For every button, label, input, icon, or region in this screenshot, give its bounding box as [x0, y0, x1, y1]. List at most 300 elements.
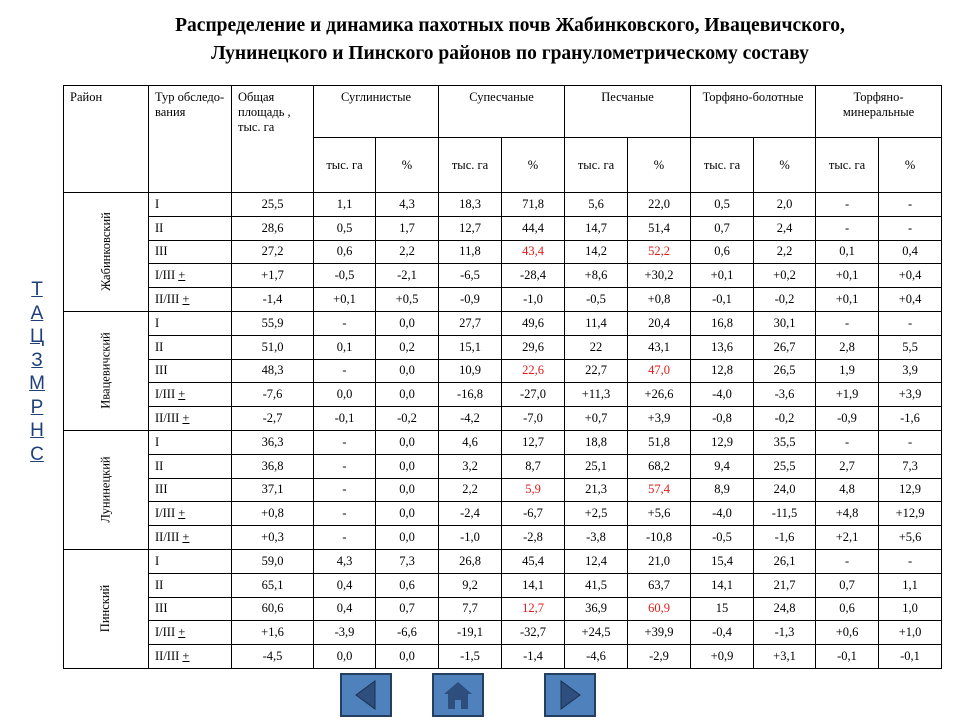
tour-cell: [149, 359, 232, 383]
table-cell: -1,0: [439, 526, 502, 550]
table-cell: 48,3: [232, 359, 314, 383]
table-cell: 0,4: [314, 573, 376, 597]
table-cell: 0,1: [314, 335, 376, 359]
tour-cell: [149, 502, 232, 526]
table-cell: +26,6: [628, 383, 691, 407]
table-cell: 37,1: [232, 478, 314, 502]
tour-label: II: [155, 339, 164, 354]
tour-cell: [149, 311, 232, 335]
tour-cell: [149, 335, 232, 359]
table-cell: 2,8: [816, 335, 879, 359]
table-cell: 0,0: [376, 311, 439, 335]
table-cell: +0,1: [691, 264, 754, 288]
table-cell: 2,2: [376, 240, 439, 264]
tour-cell: [149, 264, 232, 288]
table-cell: 47,0: [628, 359, 691, 383]
table-cell: 0,7: [691, 216, 754, 240]
tour-label: I: [155, 553, 160, 568]
tour-cell: [149, 621, 232, 645]
tour-label: II/III: [155, 292, 180, 307]
table-cell: 24,0: [754, 478, 816, 502]
title-line-1: Распределение и динамика пахотных почв Жабинковского, Ивацевичского,: [175, 15, 845, 36]
table-cell: -7,6: [232, 383, 314, 407]
table-cell: -: [879, 193, 942, 217]
table-cell: -3,6: [754, 383, 816, 407]
table-cell: 21,7: [754, 573, 816, 597]
table-cell: 21,3: [565, 478, 628, 502]
table-cell: 0,0: [376, 526, 439, 550]
table-cell: -: [314, 430, 376, 454]
table-cell: +0,7: [565, 407, 628, 431]
tour-label: II: [155, 458, 164, 473]
table-cell: 12,8: [691, 359, 754, 383]
table-cell: -7,0: [502, 407, 565, 431]
table-cell: -27,0: [502, 383, 565, 407]
table-cell: -1,3: [754, 621, 816, 645]
table-cell: -0,2: [754, 407, 816, 431]
table-cell: 49,6: [502, 311, 565, 335]
plus-mark: +: [178, 506, 186, 521]
tour-label: II/III: [155, 411, 180, 426]
table-cell: +0,9: [691, 645, 754, 669]
table-cell: -6,7: [502, 502, 565, 526]
table-cell: -3,8: [565, 526, 628, 550]
table-cell: 36,3: [232, 430, 314, 454]
table-cell: 14,7: [565, 216, 628, 240]
table-cell: -0,2: [376, 407, 439, 431]
table-row: [64, 645, 942, 669]
table-cell: -4,2: [439, 407, 502, 431]
table-cell: -0,8: [691, 407, 754, 431]
plus-mark: +: [178, 387, 186, 402]
subheader-pct: %: [879, 138, 942, 193]
next-button[interactable]: [544, 673, 596, 717]
tour-label: II: [155, 220, 164, 235]
table-cell: 51,8: [628, 430, 691, 454]
district-name: Ивацевичский: [98, 332, 113, 410]
tour-label: II/III: [155, 530, 180, 545]
table-cell: +2,1: [816, 526, 879, 550]
table-cell: -2,7: [232, 407, 314, 431]
table-row: [64, 407, 942, 431]
table-cell: 1,1: [879, 573, 942, 597]
subheader-abs: тыс. га: [691, 138, 754, 193]
subheader-pct: %: [502, 138, 565, 193]
table-cell: -19,1: [439, 621, 502, 645]
table-cell: 65,1: [232, 573, 314, 597]
table-cell: -0,2: [754, 288, 816, 312]
table-cell: -0,1: [816, 645, 879, 669]
subheader-abs: тыс. га: [816, 138, 879, 193]
table-cell: 1,0: [879, 597, 942, 621]
table-cell: 20,4: [628, 311, 691, 335]
table-cell: 4,3: [376, 193, 439, 217]
table-cell: 7,3: [879, 454, 942, 478]
table-cell: -4,0: [691, 502, 754, 526]
tour-label: I/III: [155, 506, 176, 521]
table-cell: 0,0: [376, 645, 439, 669]
table-cell: -: [879, 549, 942, 573]
table-cell: +1,7: [232, 264, 314, 288]
table-cell: +5,6: [628, 502, 691, 526]
table-cell: 26,8: [439, 549, 502, 573]
table-cell: 0,5: [691, 193, 754, 217]
table-cell: 3,2: [439, 454, 502, 478]
plus-mark: +: [182, 649, 190, 664]
tour-cell: [149, 216, 232, 240]
table-cell: -0,5: [314, 264, 376, 288]
table-cell: 44,4: [502, 216, 565, 240]
table-cell: 0,6: [314, 240, 376, 264]
table-cell: 14,1: [502, 573, 565, 597]
table-cell: 7,3: [376, 549, 439, 573]
table-row: [64, 335, 942, 359]
table-cell: 25,5: [754, 454, 816, 478]
side-nav-link[interactable]: Ц: [29, 326, 45, 347]
header-group: Суглинистые: [314, 86, 439, 138]
subheader-pct: %: [628, 138, 691, 193]
table-cell: +2,5: [565, 502, 628, 526]
table-cell: 3,9: [879, 359, 942, 383]
table-cell: +4,8: [816, 502, 879, 526]
table-cell: -4,5: [232, 645, 314, 669]
table-cell: 12,7: [439, 216, 502, 240]
table-cell: +0,4: [879, 288, 942, 312]
table-cell: -: [816, 430, 879, 454]
table-cell: 0,0: [314, 645, 376, 669]
district-name-cell: [64, 193, 149, 312]
plus-mark: +: [182, 411, 190, 426]
table-cell: 0,1: [816, 240, 879, 264]
table-cell: -0,4: [691, 621, 754, 645]
table-cell: 1,1: [314, 193, 376, 217]
tour-label: I: [155, 315, 160, 330]
table-cell: 22: [565, 335, 628, 359]
table-cell: 4,3: [314, 549, 376, 573]
table-cell: -11,5: [754, 502, 816, 526]
table-cell: +0,3: [232, 526, 314, 550]
table-cell: 22,6: [502, 359, 565, 383]
table-cell: 43,4: [502, 240, 565, 264]
table-cell: 0,7: [376, 597, 439, 621]
table-cell: -2,9: [628, 645, 691, 669]
side-nav-link[interactable]: Н: [30, 420, 44, 441]
table-cell: 0,0: [376, 383, 439, 407]
table-cell: 59,0: [232, 549, 314, 573]
table-cell: -16,8: [439, 383, 502, 407]
table-cell: 25,1: [565, 454, 628, 478]
table-cell: +0,1: [816, 264, 879, 288]
tour-cell: [149, 478, 232, 502]
triangle-left-icon: [342, 675, 390, 715]
table-cell: +0,5: [376, 288, 439, 312]
table-cell: -1,4: [502, 645, 565, 669]
table-cell: -0,5: [565, 288, 628, 312]
table-cell: +3,9: [628, 407, 691, 431]
table-cell: 45,4: [502, 549, 565, 573]
tour-cell: [149, 288, 232, 312]
bottom-navigation: [0, 673, 960, 719]
table-cell: 24,8: [754, 597, 816, 621]
district-name: Лунинецкий: [98, 456, 113, 524]
header-group: Торфяно-болотные: [691, 86, 816, 138]
subheader-pct: %: [376, 138, 439, 193]
table-cell: -: [314, 359, 376, 383]
tour-cell: [149, 597, 232, 621]
table-cell: 11,8: [439, 240, 502, 264]
table-cell: -: [816, 216, 879, 240]
table-row: [64, 430, 942, 454]
tour-cell: [149, 240, 232, 264]
table-cell: 26,7: [754, 335, 816, 359]
tour-cell: [149, 549, 232, 573]
tour-label: II/III: [155, 649, 180, 664]
table-cell: 12,9: [691, 430, 754, 454]
table-cell: +0,2: [754, 264, 816, 288]
subheader-pct: %: [754, 138, 816, 193]
table-cell: 41,5: [565, 573, 628, 597]
tour-cell: [149, 526, 232, 550]
table-cell: 0,0: [376, 478, 439, 502]
table-cell: -1,4: [232, 288, 314, 312]
table-row: [64, 549, 942, 573]
home-icon: [434, 675, 482, 715]
table-cell: 60,6: [232, 597, 314, 621]
table-cell: 0,6: [816, 597, 879, 621]
table-cell: 51,0: [232, 335, 314, 359]
table-cell: -1,6: [879, 407, 942, 431]
table-body: [64, 193, 942, 669]
table-cell: 1,7: [376, 216, 439, 240]
table-cell: 71,8: [502, 193, 565, 217]
table-cell: -0,1: [691, 288, 754, 312]
table-row: [64, 454, 942, 478]
table-cell: 0,5: [314, 216, 376, 240]
table-cell: -2,8: [502, 526, 565, 550]
table-cell: -: [314, 454, 376, 478]
table-row: [64, 193, 942, 217]
table-row: [64, 359, 942, 383]
subheader-abs: тыс. га: [565, 138, 628, 193]
table-cell: -0,9: [816, 407, 879, 431]
table-cell: -: [314, 502, 376, 526]
table-cell: +1,9: [816, 383, 879, 407]
table-cell: 36,8: [232, 454, 314, 478]
table-cell: -4,6: [565, 645, 628, 669]
table-row: [64, 383, 942, 407]
side-nav-link[interactable]: Т: [31, 279, 43, 300]
table-cell: 15: [691, 597, 754, 621]
district-name-cell: [64, 311, 149, 430]
table-cell: -: [314, 311, 376, 335]
table-cell: -: [879, 216, 942, 240]
table-cell: 15,1: [439, 335, 502, 359]
table-cell: 2,7: [816, 454, 879, 478]
side-nav-links: [24, 278, 50, 466]
table-cell: 5,5: [879, 335, 942, 359]
table-cell: +5,6: [879, 526, 942, 550]
tour-cell: [149, 430, 232, 454]
home-button[interactable]: [432, 673, 484, 717]
table-cell: 12,7: [502, 597, 565, 621]
tour-label: III: [155, 244, 168, 259]
subheader-abs: тыс. га: [314, 138, 376, 193]
tour-label: II: [155, 577, 164, 592]
table-cell: +0,8: [232, 502, 314, 526]
table-cell: 4,8: [816, 478, 879, 502]
tour-cell: [149, 383, 232, 407]
table-cell: 26,1: [754, 549, 816, 573]
table-cell: 9,2: [439, 573, 502, 597]
plus-mark: +: [178, 625, 186, 640]
table-cell: 51,4: [628, 216, 691, 240]
table-cell: 28,6: [232, 216, 314, 240]
table-cell: +1,0: [879, 621, 942, 645]
table-cell: 14,2: [565, 240, 628, 264]
table-cell: 29,6: [502, 335, 565, 359]
plus-mark: +: [178, 268, 186, 283]
table-cell: 30,1: [754, 311, 816, 335]
tour-cell: [149, 454, 232, 478]
table-cell: -: [879, 430, 942, 454]
table-cell: 22,7: [565, 359, 628, 383]
slide-title: [60, 12, 960, 68]
side-nav-link[interactable]: М: [29, 373, 45, 394]
table-cell: -: [816, 193, 879, 217]
subheader-abs: тыс. га: [439, 138, 502, 193]
district-name: Жабинковский: [98, 212, 113, 292]
tour-cell: [149, 193, 232, 217]
table-cell: +39,9: [628, 621, 691, 645]
table-cell: -: [816, 549, 879, 573]
table-cell: 0,0: [376, 359, 439, 383]
table-cell: 8,9: [691, 478, 754, 502]
table-cell: -0,1: [879, 645, 942, 669]
header-group: Торфяно-минеральные: [816, 86, 942, 138]
table-row: [64, 216, 942, 240]
header-area: Общая площадь , тыс. га: [232, 86, 314, 193]
table-cell: +0,8: [628, 288, 691, 312]
plus-mark: +: [182, 292, 190, 307]
table-cell: -1,0: [502, 288, 565, 312]
table-cell: 2,0: [754, 193, 816, 217]
table-cell: 0,0: [314, 383, 376, 407]
table-cell: 4,6: [439, 430, 502, 454]
table-cell: 27,7: [439, 311, 502, 335]
side-nav-link[interactable]: Р: [30, 396, 44, 418]
table-cell: -0,5: [691, 526, 754, 550]
table-cell: 1,9: [816, 359, 879, 383]
table-cell: 12,4: [565, 549, 628, 573]
side-nav-link[interactable]: А: [30, 302, 44, 324]
table-row: [64, 502, 942, 526]
soil-data-table: [63, 85, 942, 669]
table-cell: -: [879, 311, 942, 335]
table-cell: 0,0: [376, 502, 439, 526]
table-cell: -0,9: [439, 288, 502, 312]
table-cell: 35,5: [754, 430, 816, 454]
table-row: [64, 478, 942, 502]
table-cell: +24,5: [565, 621, 628, 645]
table-cell: 0,0: [376, 430, 439, 454]
header-tour: Тур обследо-вания: [149, 86, 232, 193]
tour-cell: [149, 645, 232, 669]
table-cell: -32,7: [502, 621, 565, 645]
table-row: [64, 526, 942, 550]
table-cell: 26,5: [754, 359, 816, 383]
district-name: Пинский: [98, 585, 113, 633]
tour-label: III: [155, 363, 168, 378]
table-cell: 25,5: [232, 193, 314, 217]
tour-cell: [149, 407, 232, 431]
table-cell: 16,8: [691, 311, 754, 335]
table-cell: +30,2: [628, 264, 691, 288]
table-cell: +0,6: [816, 621, 879, 645]
table-cell: -: [816, 311, 879, 335]
table-cell: 9,4: [691, 454, 754, 478]
tour-label: III: [155, 482, 168, 497]
table-cell: +12,9: [879, 502, 942, 526]
tour-label: I/III: [155, 387, 176, 402]
header-district: Район: [64, 86, 149, 193]
table-cell: 55,9: [232, 311, 314, 335]
table-cell: 63,7: [628, 573, 691, 597]
table-cell: 18,8: [565, 430, 628, 454]
table-cell: 2,4: [754, 216, 816, 240]
table-cell: +0,1: [816, 288, 879, 312]
table-cell: +8,6: [565, 264, 628, 288]
table-cell: 2,2: [754, 240, 816, 264]
district-name-cell: [64, 549, 149, 668]
table-cell: 0,4: [314, 597, 376, 621]
table-cell: -1,6: [754, 526, 816, 550]
table-row: [64, 597, 942, 621]
tour-cell: [149, 573, 232, 597]
header-group: Песчаные: [565, 86, 691, 138]
table-cell: 15,4: [691, 549, 754, 573]
table-cell: 27,2: [232, 240, 314, 264]
table-cell: 68,2: [628, 454, 691, 478]
table-cell: 0,7: [816, 573, 879, 597]
table-cell: 0,2: [376, 335, 439, 359]
side-nav-link[interactable]: З: [31, 349, 43, 371]
table-cell: 12,7: [502, 430, 565, 454]
table-row: [64, 311, 942, 335]
table-cell: 43,1: [628, 335, 691, 359]
table-cell: 7,7: [439, 597, 502, 621]
side-nav-link[interactable]: С: [30, 443, 44, 465]
table-cell: 0,4: [879, 240, 942, 264]
table-cell: -1,5: [439, 645, 502, 669]
triangle-right-icon: [546, 675, 594, 715]
table-cell: -3,9: [314, 621, 376, 645]
table-cell: +3,9: [879, 383, 942, 407]
tour-label: I/III: [155, 268, 176, 283]
table-cell: -4,0: [691, 383, 754, 407]
prev-button[interactable]: [340, 673, 392, 717]
table-cell: 0,0: [376, 454, 439, 478]
table-row: [64, 288, 942, 312]
table-cell: 13,6: [691, 335, 754, 359]
table-cell: 14,1: [691, 573, 754, 597]
tour-label: III: [155, 601, 168, 616]
table-row: [64, 240, 942, 264]
table-cell: +11,3: [565, 383, 628, 407]
table-cell: 10,9: [439, 359, 502, 383]
table-cell: -6,6: [376, 621, 439, 645]
table-cell: 5,9: [502, 478, 565, 502]
table-cell: +0,4: [879, 264, 942, 288]
